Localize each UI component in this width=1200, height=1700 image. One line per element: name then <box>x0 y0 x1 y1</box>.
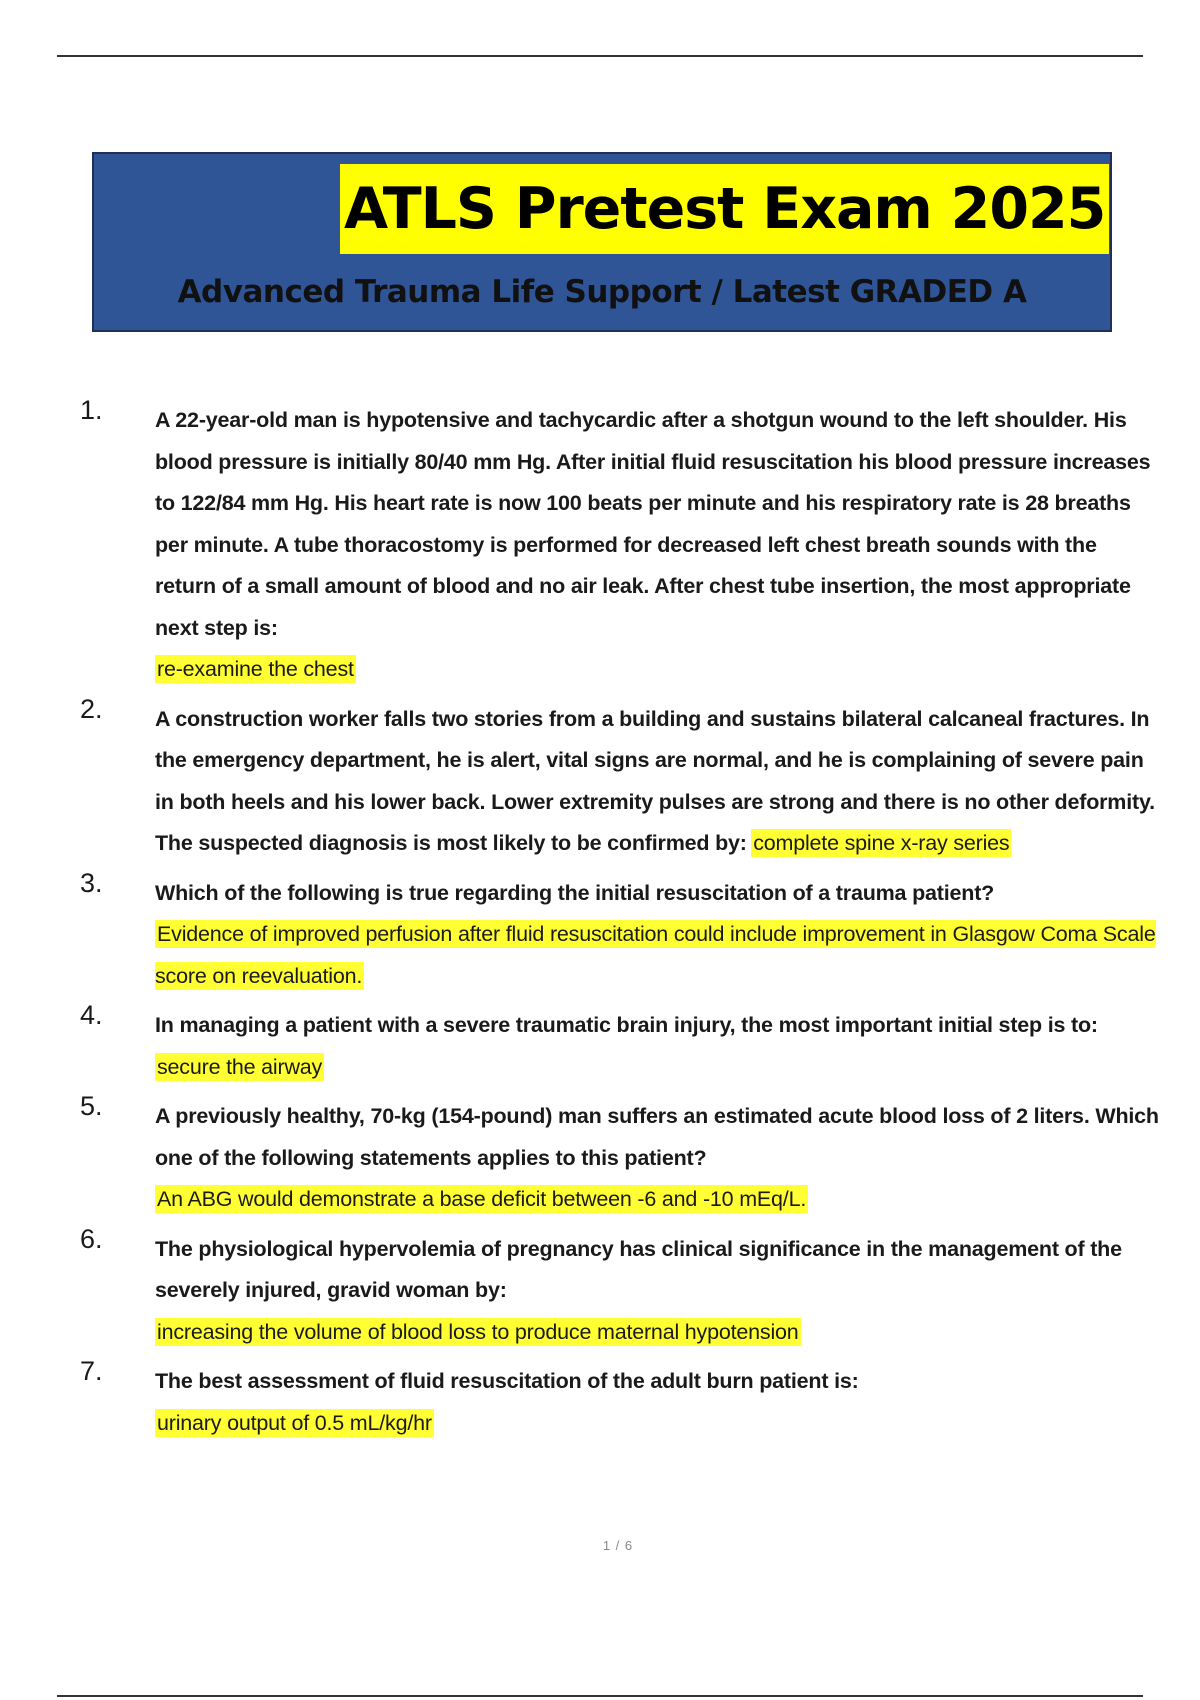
question-text: The best assessment of fluid resuscitation of the adult burn patient is: <box>155 1369 859 1393</box>
question-item <box>80 1000 1160 1088</box>
question-number: 2. <box>80 693 103 724</box>
question-text: A construction worker falls two stories from a building and sustains bilateral calcaneal fractures. In the emergency department, he is alert, vital signs are normal, and he is complaining of severe pain in both heels and his lower back. Lower extremity pulses are strong and there is no other deformity. The suspected diagnosis is most likely to be confirmed by: <box>155 706 1155 855</box>
question-text: The physiological hypervolemia of pregnancy has clinical significance in the management of the severely injured, gravid woman by: <box>155 1236 1122 1302</box>
question-item <box>80 1091 1160 1221</box>
top-rule <box>57 55 1143 57</box>
question-text: In managing a patient with a severe traumatic brain injury, the most important initial step is to: <box>155 1013 1098 1037</box>
highlighted-answer: re-examine the chest <box>157 657 354 681</box>
question-item <box>80 1223 1160 1354</box>
question-number: 1. <box>80 395 103 425</box>
document-title: ATLS Pretest Exam 2025 <box>340 164 1109 254</box>
highlighted-answer: Evidence of improved perfusion after fluid resuscitation could include improvement in Glasgow Coma Scale score on reevaluation. <box>155 922 1156 988</box>
bottom-rule <box>57 1695 1143 1697</box>
question-item <box>80 867 1160 998</box>
question-number: 6. <box>80 1223 103 1254</box>
question-number: 4. <box>80 1000 103 1030</box>
question-item <box>80 395 1160 691</box>
highlighted-answer: increasing the volume of blood loss to produce maternal hypotension <box>157 1319 799 1344</box>
question-text: A previously healthy, 70-kg (154-pound) man suffers an estimated acute blood loss of 2 liters. Which one of the following statements applies to this patient? <box>155 1104 1159 1170</box>
highlighted-answer: An ABG would demonstrate a base deficit between -6 and -10 mEq/L. <box>157 1187 807 1211</box>
question-list <box>80 395 1160 1452</box>
question-item <box>80 693 1160 865</box>
question-text: Which of the following is true regarding the initial resuscitation of a trauma patient? <box>155 880 995 905</box>
question-item <box>80 1356 1160 1444</box>
question-text: A 22-year-old man is hypotensive and tachycardic after a shotgun wound to the left shoulder. His blood pressure is initially 80/40 mm Hg. After initial fluid resuscitation his blood pressure increases to 122/84 mm Hg. His heart rate is now 100 beats per minute and his respiratory rate is 28 breaths per minute. A tube thoracostomy is performed for decreased left chest breath sounds with the return of a small amount of blood and no air leak. After chest tube insertion, the most appropriate next step is: <box>155 408 1151 640</box>
title-banner <box>92 152 1112 332</box>
question-number: 3. <box>80 867 103 898</box>
question-number: 5. <box>80 1091 103 1121</box>
question-number: 7. <box>80 1356 103 1386</box>
highlighted-answer: complete spine x-ray series <box>753 831 1010 855</box>
page-indicator: 1 / 6 <box>602 1538 634 1553</box>
highlighted-answer: secure the airway <box>157 1054 323 1079</box>
highlighted-answer: urinary output of 0.5 mL/kg/hr <box>157 1410 432 1435</box>
document-subtitle: Advanced Trauma Life Support / Latest GRADED A <box>177 274 1027 310</box>
